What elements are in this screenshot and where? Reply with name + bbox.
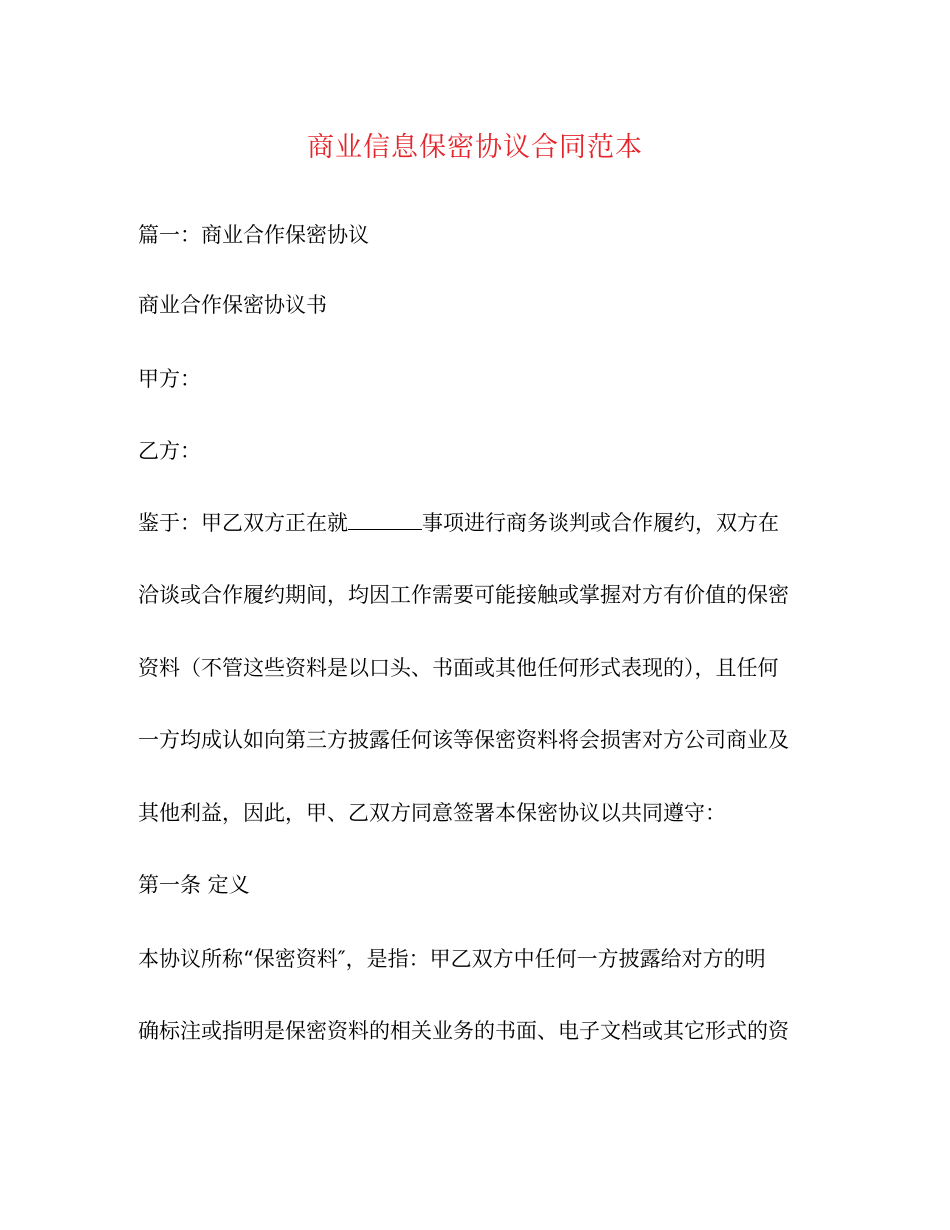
blank-fill-line — [348, 511, 422, 530]
party-b-label: 乙方： — [138, 439, 201, 463]
article-1-line-1: 本协议所称“保密资料″，是指：甲乙双方中任何一方披露给对方的明 — [138, 947, 766, 971]
recital-line-1-start: 鉴于：甲乙双方正在就 — [138, 511, 348, 535]
recital-line-2: 洽谈或合作履约期间，均因工作需要可能接触或掌握对方有价值的保密 — [138, 583, 789, 607]
recital-line-1 — [138, 508, 779, 538]
recital-line-5: 其他利益，因此，甲、乙双方同意签署本保密协议以共同遵守： — [138, 801, 726, 825]
article-1-line-2: 确标注或指明是保密资料的相关业务的书面、电子文档或其它形式的资 — [138, 1019, 789, 1043]
recital-line-3: 资料（不管这些资料是以口头、书面或其他任何形式表现的），且任何 — [138, 656, 779, 680]
article-1-heading: 第一条 定义 — [138, 873, 250, 897]
recital-line-4: 一方均成认如向第三方披露任何该等保密资料将会损害对方公司商业及 — [138, 728, 789, 752]
section-heading: 篇一：商业合作保密协议 — [138, 223, 369, 247]
recital-line-1-end: 事项进行商务谈判或合作履约，双方在 — [422, 511, 779, 535]
document-title: 商业信息保密协议合同范本 — [307, 132, 643, 163]
party-a-label: 甲方： — [138, 367, 201, 391]
agreement-name: 商业合作保密协议书 — [138, 293, 327, 317]
